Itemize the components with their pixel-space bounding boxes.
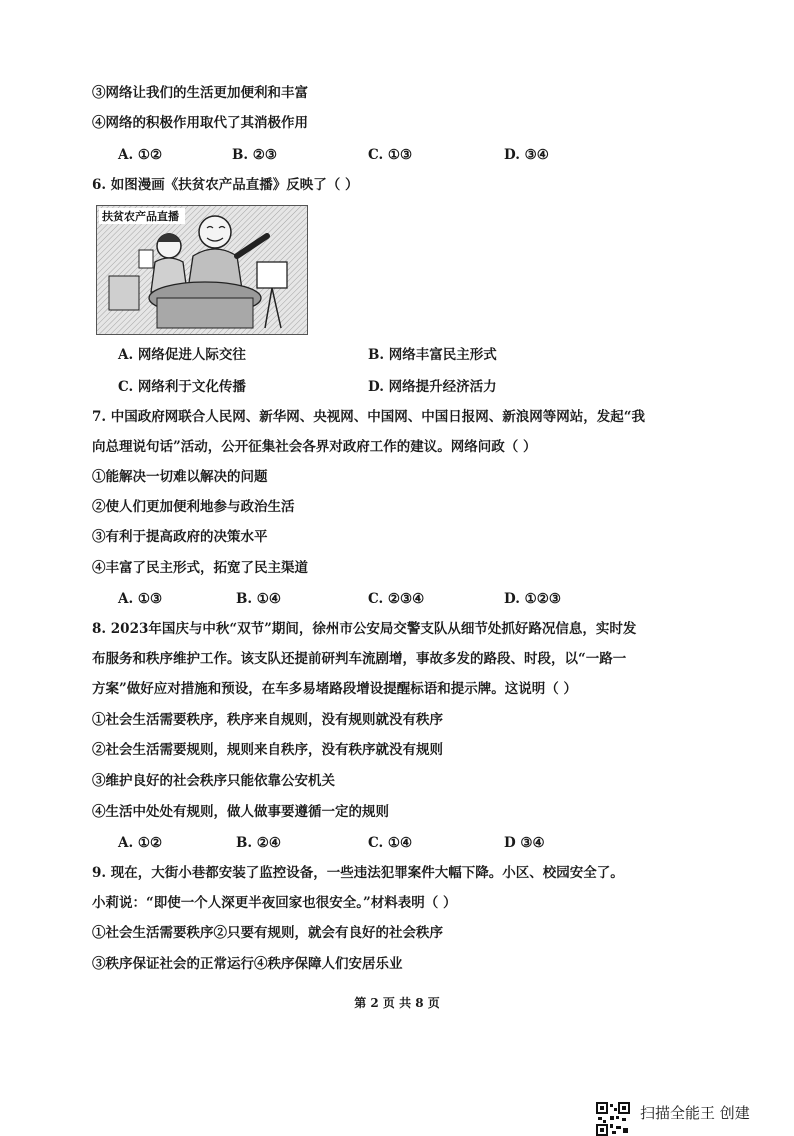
q6-option-d[interactable]: D. 网络提升经济活力 (368, 379, 497, 395)
q7-title-line1: 7. 中国政府网联合人民网、新华网、央视网、中国网、中国日报网、新浪网等网站，发起“我 (92, 409, 646, 425)
q7-option-d[interactable]: D. ①②③ (504, 591, 561, 607)
q7-option-a[interactable]: A. ①③ (118, 591, 163, 607)
scanner-watermark: 扫描全能王 创建 (640, 1104, 750, 1122)
page-number: 第 2 页 共 8 页 (354, 996, 440, 1010)
q9-title-line2: 小莉说：“即使一个人深更半夜回家也很安全。”材料表明（ ） (92, 895, 457, 911)
q5-item-3: ③网络让我们的生活更加便利和丰富 (92, 85, 308, 101)
q8-option-d[interactable]: D ③④ (504, 835, 545, 851)
q8-option-c[interactable]: C. ①④ (368, 835, 413, 851)
q5-option-d[interactable]: D. ③④ (504, 147, 549, 163)
q6-option-b[interactable]: B. 网络丰富民主形式 (368, 347, 497, 363)
q9-item-2: ③秩序保证社会的正常运行④秩序保障人们安居乐业 (92, 956, 403, 972)
q8-item-4: ④生活中处处有规则，做人做事要遵循一定的规则 (92, 804, 389, 820)
qr-code-icon (596, 1102, 630, 1136)
q7-item-1: ①能解决一切难以解决的问题 (92, 469, 268, 485)
q9-title-line1: 9. 现在，大街小巷都安装了监控设备，一些违法犯罪案件大幅下降。小区、校园安全了。 (92, 865, 624, 881)
q7-item-4: ④丰富了民主形式，拓宽了民主渠道 (92, 560, 308, 576)
q6-title: 6. 如图漫画《扶贫农产品直播》反映了（ ） (92, 177, 359, 193)
q8-title-line1: 8. 2023年国庆与中秋“双节”期间，徐州市公安局交警支队从细节处抓好路况信息，实时发 (92, 621, 637, 637)
q7-item-3: ③有利于提高政府的决策水平 (92, 529, 268, 545)
q8-item-3: ③维护良好的社会秩序只能依靠公安机关 (92, 773, 335, 789)
q8-option-b[interactable]: B. ②④ (236, 835, 282, 851)
q5-option-b[interactable]: B. ②③ (232, 147, 278, 163)
q5-option-c[interactable]: C. ①③ (368, 147, 413, 163)
cartoon-label: 扶贫农产品直播 (102, 210, 179, 223)
q8-option-a[interactable]: A. ①② (118, 835, 163, 851)
q7-title-line2: 向总理说句话”活动，公开征集社会各界对政府工作的建议。网络问政（ ） (92, 439, 537, 455)
q8-item-2: ②社会生活需要规则，规则来自秩序，没有秩序就没有规则 (92, 742, 443, 758)
q9-item-1: ①社会生活需要秩序②只要有规则，就会有良好的社会秩序 (92, 925, 443, 941)
q5-item-4: ④网络的积极作用取代了其消极作用 (92, 115, 308, 131)
q8-title-line3: 方案”做好应对措施和预设，在车多易堵路段增设提醒标语和提示牌。这说明（ ） (92, 681, 577, 697)
q8-item-1: ①社会生活需要秩序，秩序来自规则，没有规则就没有秩序 (92, 712, 443, 728)
q8-title-line2: 布服务和秩序维护工作。该支队还提前研判车流剧增，事故多发的路段、时段，以“一路一 (92, 651, 627, 667)
cartoon-image (96, 205, 308, 335)
q7-item-2: ②使人们更加便利地参与政治生活 (92, 499, 295, 515)
q6-option-a[interactable]: A. 网络促进人际交往 (118, 347, 246, 363)
q5-option-a[interactable]: A. ①② (118, 147, 163, 163)
q6-option-c[interactable]: C. 网络利于文化传播 (118, 379, 246, 395)
q7-option-b[interactable]: B. ①④ (236, 591, 282, 607)
q7-option-c[interactable]: C. ②③④ (368, 591, 425, 607)
